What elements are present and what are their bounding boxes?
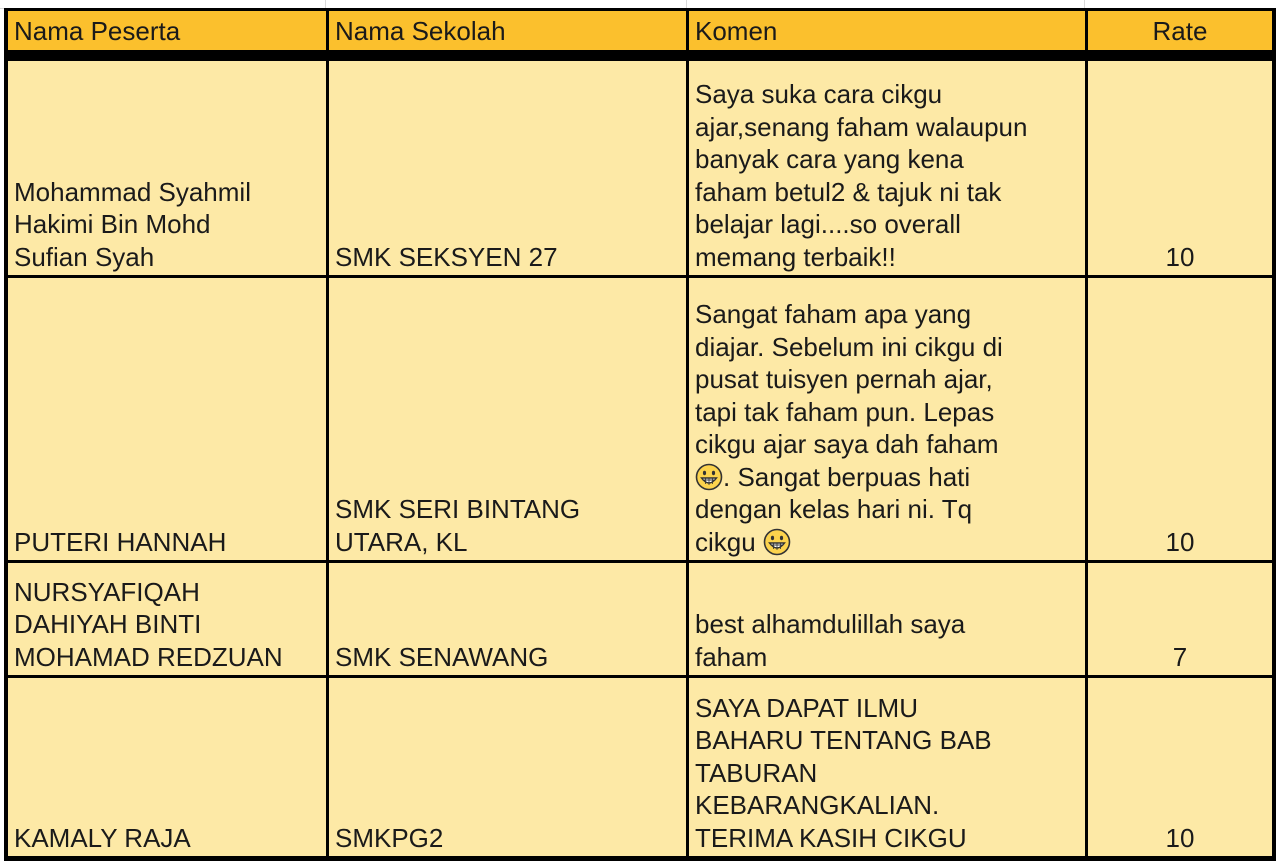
table-cell-name[interactable] (8, 563, 326, 675)
cell-text-line: SMKPG2 (335, 822, 444, 853)
table-cell-comment[interactable] (689, 61, 1085, 275)
table-cell-comment[interactable] (689, 563, 1085, 675)
table-cell-comment[interactable] (689, 678, 1085, 856)
cell-text-line: ajar,senang faham walaupun (695, 111, 1028, 142)
cell-text-line: . Sangat berpuas hati (695, 461, 1079, 494)
table-cell-rate[interactable] (1088, 678, 1272, 856)
cell-text-line: KEBARANGKALIAN. (695, 790, 940, 820)
table-cell-name[interactable] (8, 678, 326, 856)
cell-text-line: NURSYAFIQAH (14, 576, 200, 607)
table-cell-school[interactable] (329, 563, 686, 675)
header-cell-comment[interactable] (689, 11, 1085, 50)
rate-value: 10 (1165, 822, 1195, 853)
cell-text-line: faham (695, 641, 768, 672)
cell-text-line: best alhamdulillah saya (695, 609, 966, 639)
header-cell-name[interactable] (8, 11, 326, 50)
cell-text-line: pusat tuisyen pernah ajar, (695, 364, 993, 394)
grinning-face-icon (763, 528, 791, 556)
cell-text-line: Sangat faham apa yang (695, 299, 972, 329)
cell-text-line: belajar lagi....so overall (695, 209, 961, 239)
cell-text-line: Hakimi Bin Mohd (14, 209, 211, 239)
cell-text-line: PUTERI HANNAH (14, 526, 227, 557)
table-cell-rate[interactable] (1088, 61, 1272, 275)
cell-text-line: BAHARU TENTANG BAB (695, 725, 992, 755)
cell-text-line: memang terbaik!! (695, 241, 896, 272)
cell-text-line: DAHIYAH BINTI (14, 609, 202, 639)
cell-text-line: faham betul2 & tajuk ni tak (695, 176, 1002, 207)
cell-text-line: tapi tak faham pun. Lepas (695, 396, 995, 427)
table-cell-rate[interactable] (1088, 278, 1272, 560)
header-cell-school[interactable] (329, 11, 686, 50)
cell-text-line: diajar. Sebelum ini cikgu di (695, 331, 1003, 362)
column-divider (325, 0, 326, 8)
cell-text-line: cikgu (695, 526, 1079, 559)
cell-text-line: SMK SERI BINTANG (335, 494, 581, 524)
cell-text-line: SMK SENAWANG (335, 641, 549, 672)
cell-text-line: TABURAN (695, 757, 818, 788)
cell-text-line: MOHAMAD REDZUAN (14, 641, 283, 672)
table-cell-name[interactable] (8, 61, 326, 275)
cell-text-line: Sufian Syah (14, 241, 155, 272)
rate-value: 10 (1165, 526, 1195, 557)
right-edge (1276, 8, 1280, 861)
rate-value: 10 (1165, 241, 1195, 272)
table-header-row (4, 8, 1276, 53)
column-divider (686, 0, 687, 8)
header-label: Komen (695, 15, 778, 46)
rate-value: 7 (1172, 641, 1188, 672)
header-label: Nama Peserta (14, 15, 181, 46)
cell-text-line: Saya suka cara cikgu (695, 79, 943, 109)
cell-text-line: TERIMA KASIH CIKGU (695, 822, 967, 853)
header-cell-rate[interactable] (1088, 11, 1272, 50)
table-cell-comment[interactable] (689, 278, 1085, 560)
table-cell-name[interactable] (8, 278, 326, 560)
cell-text-line: UTARA, KL (335, 526, 468, 557)
cell-text-line: banyak cara yang kena (695, 144, 964, 174)
cell-text-line: KAMALY RAJA (14, 822, 191, 853)
cell-text-line: SMK SEKSYEN 27 (335, 241, 558, 272)
grinning-face-icon (695, 463, 723, 491)
table-cell-school[interactable] (329, 278, 686, 560)
table-cell-rate[interactable] (1088, 563, 1272, 675)
spreadsheet-table (4, 8, 1276, 861)
cell-text-line: SAYA DAPAT ILMU (695, 692, 918, 723)
header-label: Nama Sekolah (335, 15, 506, 46)
cell-text-line: cikgu ajar saya dah faham (695, 429, 999, 459)
column-divider (1084, 0, 1085, 8)
cell-text-line: dengan kelas hari ni. Tq (695, 494, 973, 524)
table-cell-school[interactable] (329, 61, 686, 275)
cell-text-line: Mohammad Syahmil (14, 176, 251, 207)
header-label: Rate (1152, 15, 1208, 46)
table-cell-school[interactable] (329, 678, 686, 856)
